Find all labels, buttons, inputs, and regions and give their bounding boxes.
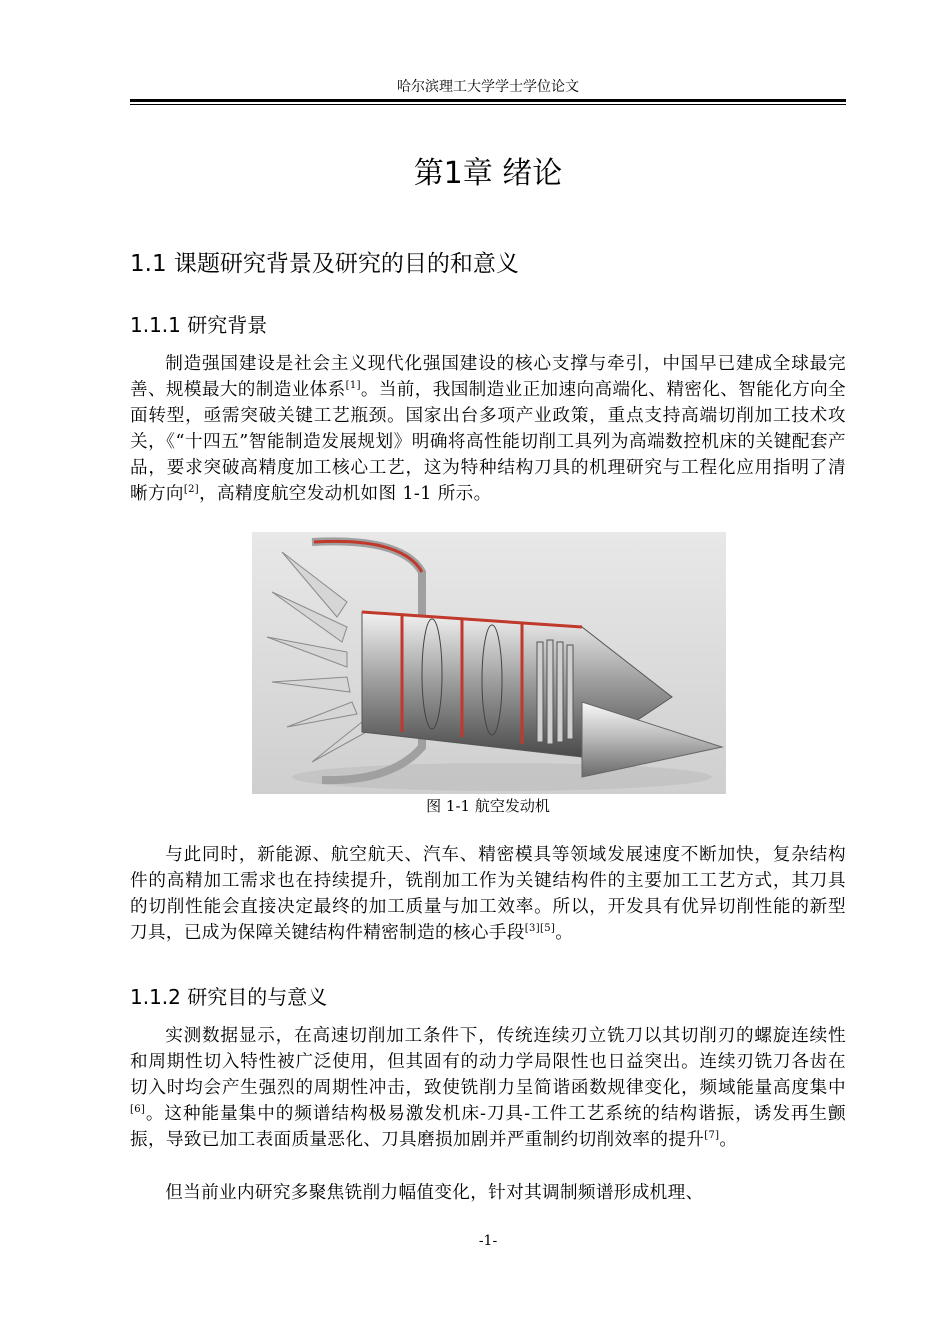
aero-engine-illustration [252,532,726,794]
citation-2: [2] [183,484,200,496]
section-heading-1-1: 1.1 课题研究背景及研究的目的和意义 [130,251,519,277]
paragraph-text: 。 [555,923,574,943]
page-number: -1- [478,1233,498,1249]
chapter-title: 第1章 绪论 [413,156,563,191]
citation-1: [1] [345,380,361,392]
paragraph-text: 实测数据显示，在高速切削加工条件下，传统连续刃立铣刀以其切削刃的螺旋连续性和周期性切入特性被广泛使用，但其固有的动力学局限性也日益突出。连续刃铣刀各齿在切入时均会产生强烈的周期性冲击，致使铣削力呈简谐函数规律变化，频域能量高度集中 [130,1026,846,1098]
citation-7: [7] [704,1130,720,1142]
section-heading-1-1-1: 1.1.1 研究背景 [130,313,268,337]
page-header: 哈尔滨理工大学学士学位论文 [397,79,579,95]
header-rule-thick [130,99,846,102]
paragraph-demand [130,842,846,946]
paragraph-text: 。这种能量集中的频谱结构极易激发机床-刀具-工件工艺系统的结构谐振，诱发再生颤振，导致已加工表面质量恶化、刀具磨损加剧并严重制约切削效率的提升 [130,1104,846,1150]
aero-engine-figure [252,532,726,794]
citation-6: [6] [130,1104,146,1116]
paragraph-text: 与此同时，新能源、航空航天、汽车、精密模具等领域发展速度不断加快，复杂结构件的高精加工需求也在持续提升，铣削加工作为关键结构件的主要加工工艺方式，其刀具的切削性能会直接决定最终的加工质量与加工效率。所以，开发具有优异切削性能的新型刀具，已成为保障关键结构件精密制造的核心手段 [130,845,846,943]
paragraph-text: ，高精度航空发动机如图 1-1 所示。 [199,484,492,504]
paragraph-text: 。 [719,1130,738,1150]
section-heading-1-1-2: 1.1.2 研究目的与意义 [130,985,328,1009]
paragraph-purpose [130,1023,846,1153]
paragraph-text: 制造强国建设是社会主义现代化强国建设的核心支撑与牵引，中国早已建成全球最完善、规模最大的制造业体系 [130,354,846,400]
paragraph-text: 。当前，我国制造业正加速向高端化、精密化、智能化方向全面转型，亟需突破关键工艺瓶颈。国家出台多项产业政策，重点支持高端切削加工技术攻关，《“十四五”智能制造发展规划》明确将高性能切削工具列为高端数控机床的关键配套产品，要求突破高精度加工核心工艺，这为特种结构刀具的机理研究与工程化应用指明了清晰方向 [130,380,846,504]
paragraph-background [130,351,846,507]
citation-3-5: [3][5] [524,923,556,935]
header-rule-thin [130,104,846,105]
figure-caption: 图 1-1 航空发动机 [426,797,550,815]
paragraph-continued: 但当前业内研究多聚焦铣削力幅值变化，针对其调制频谱形成机理、 [165,1183,704,1203]
